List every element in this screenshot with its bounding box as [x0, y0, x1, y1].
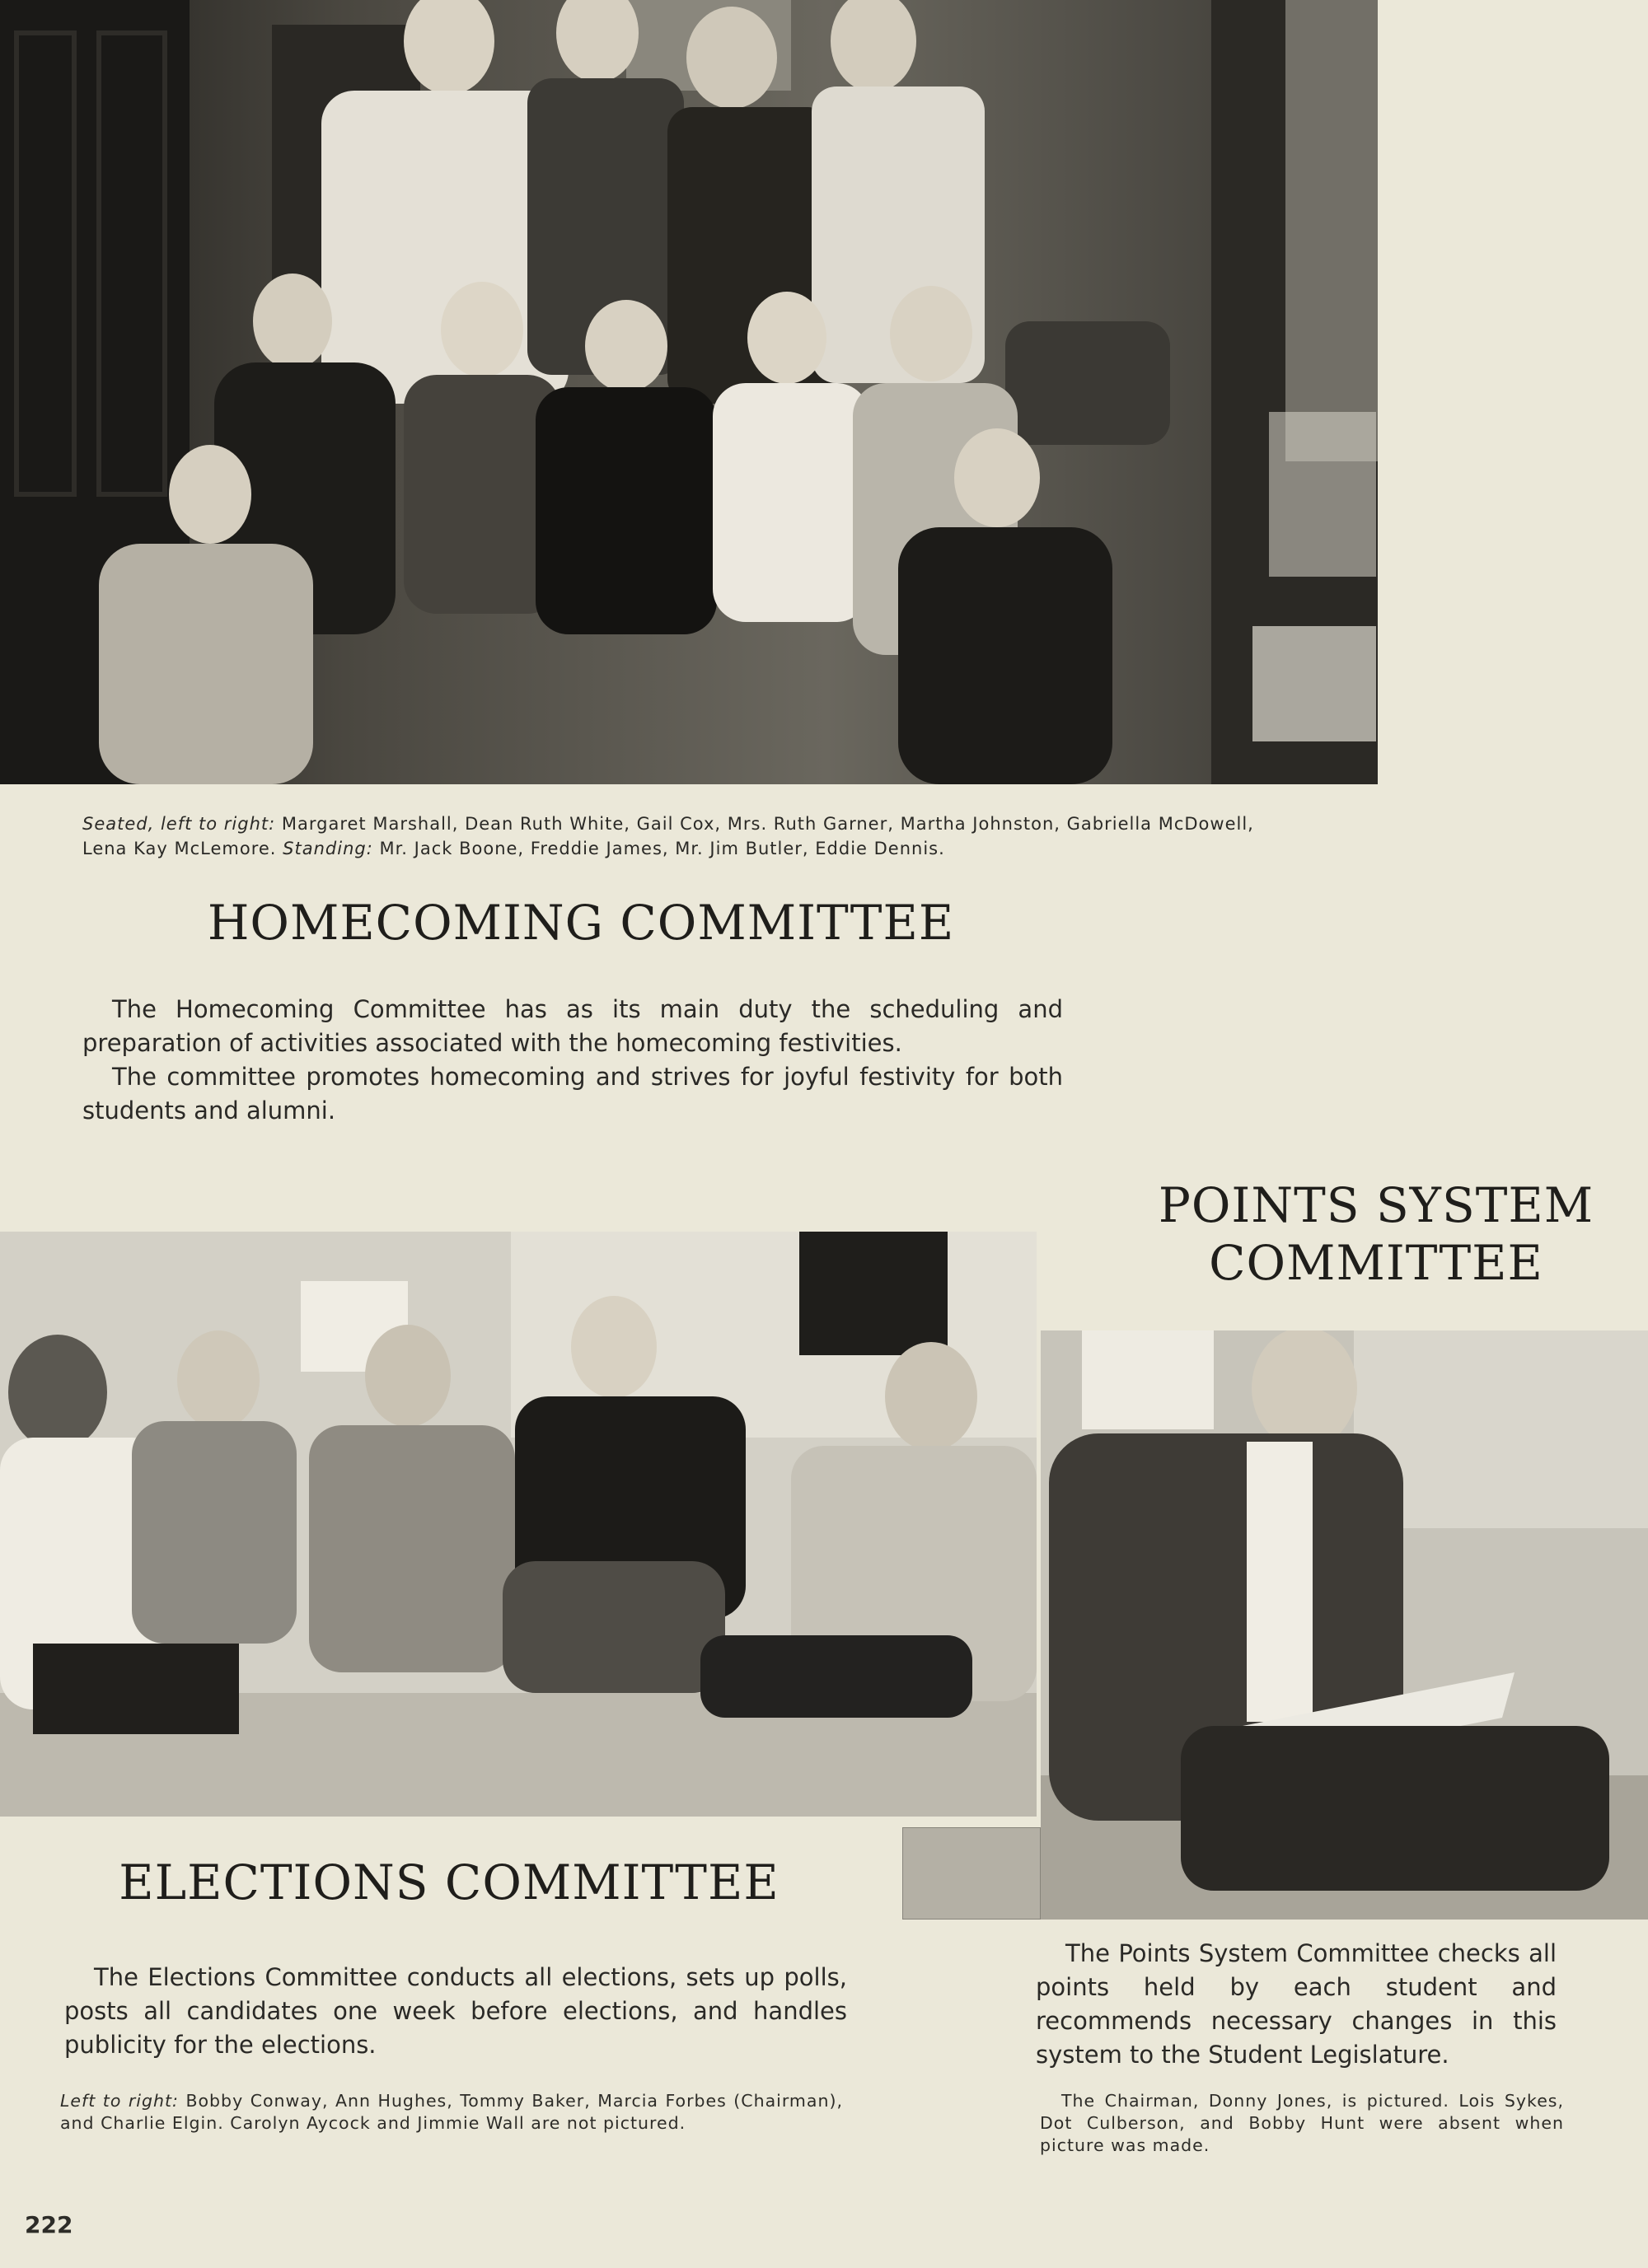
elections-paragraph: The Elections Committee conducts all elections, sets up polls, posts all candidates one week before elections, and handles publicity for the elections. — [64, 1963, 847, 2059]
points-system-description — [1036, 1937, 1557, 2072]
elections-description — [64, 1961, 847, 2062]
caption-standing-label: Standing: — [283, 839, 373, 858]
caption-standing-names: Mr. Jack Boone, Freddie James, Mr. Jim Butler, Eddie Dennis. — [379, 839, 945, 858]
points-system-title-line-1: POINTS SYSTEM — [1158, 1177, 1594, 1233]
points-photo-foreground-strip — [902, 1827, 1041, 1920]
caption-seated-label: Seated, left to right: — [82, 814, 276, 834]
points-system-paragraph: The Points System Committee checks all points held by each student and recommends necessary changes in this system to the Student Legislature. — [1036, 1939, 1557, 2069]
elections-committee-photo — [0, 1232, 1037, 1817]
homecoming-title: HOMECOMING COMMITTEE — [207, 895, 955, 951]
elections-caption-label: Left to right: — [60, 2091, 179, 2111]
elections-photo-caption — [60, 2090, 843, 2135]
page-number: 222 — [25, 2211, 73, 2238]
points-system-caption: The Chairman, Donny Jones, is pictured. Lois Sykes, Dot Culberson, and Bobby Hunt were absent when picture was made. — [1040, 2091, 1564, 2155]
caption-seated-names: Margaret Marshall, Dean Ruth White, Gail Cox, Mrs. Ruth Garner, Martha Johnston, Gabriella McDowell, Lena Kay McLemore. — [82, 814, 1254, 858]
elections-title: ELECTIONS COMMITTEE — [119, 1854, 780, 1910]
homecoming-paragraph-2: The committee promotes homecoming and strives for joyful festivity for both students and alumni. — [82, 1063, 1063, 1125]
homecoming-description — [82, 993, 1063, 1128]
points-system-title — [1145, 1176, 1607, 1292]
points-system-committee-photo — [1041, 1330, 1648, 1920]
homecoming-photo-caption — [82, 811, 1269, 861]
elections-caption-names: Bobby Conway, Ann Hughes, Tommy Baker, Marcia Forbes (Chairman), and Charlie Elgin. Carolyn Aycock and Jimmie Wall are not pictured. — [60, 2091, 843, 2133]
points-system-title-line-2: COMMITTEE — [1209, 1235, 1543, 1291]
homecoming-committee-photo — [0, 0, 1378, 784]
homecoming-paragraph-1: The Homecoming Committee has as its main duty the scheduling and preparation of activities associated with the homecoming festivities. — [82, 995, 1063, 1057]
